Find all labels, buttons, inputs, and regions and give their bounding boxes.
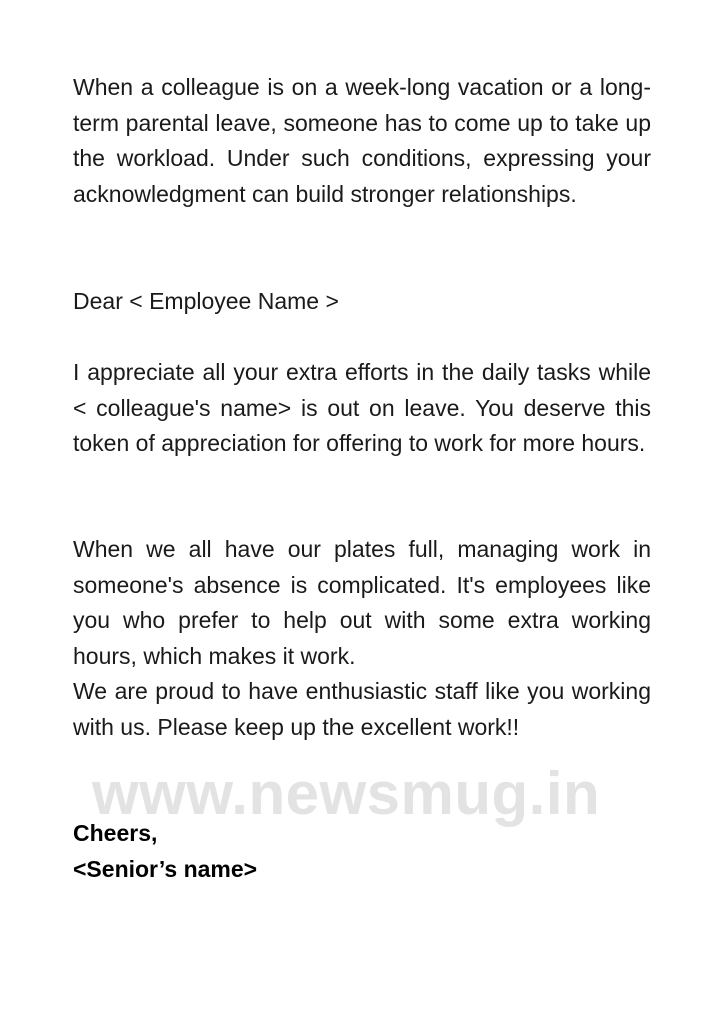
body-paragraph-1: I appreciate all your extra efforts in the daily tasks while < colleague's name> is out on leave. You deserve this token of appreciation for offering to work for more hours. — [73, 359, 651, 456]
intro-paragraph: When a colleague is on a week-long vacation or a long-term parental leave, someone has to come up to take up the workload. Under such conditions, expressing your acknowledgment can build stronger relationships. — [73, 74, 651, 207]
greeting: Dear < Employee Name > — [73, 288, 339, 314]
signature: <Senior’s name> — [73, 856, 258, 882]
body-paragraph-2: When we all have our plates full, managing work in someone's absence is complicated. It's employees like you who prefer to help out with some extra working hours, which makes it work. — [73, 536, 651, 669]
watermark: www.newsmug.in — [92, 760, 601, 827]
body-paragraph-3: We are proud to have enthusiastic staff like you working with us. Please keep up the excellent work!! — [73, 678, 651, 740]
closing: Cheers, — [73, 820, 158, 846]
